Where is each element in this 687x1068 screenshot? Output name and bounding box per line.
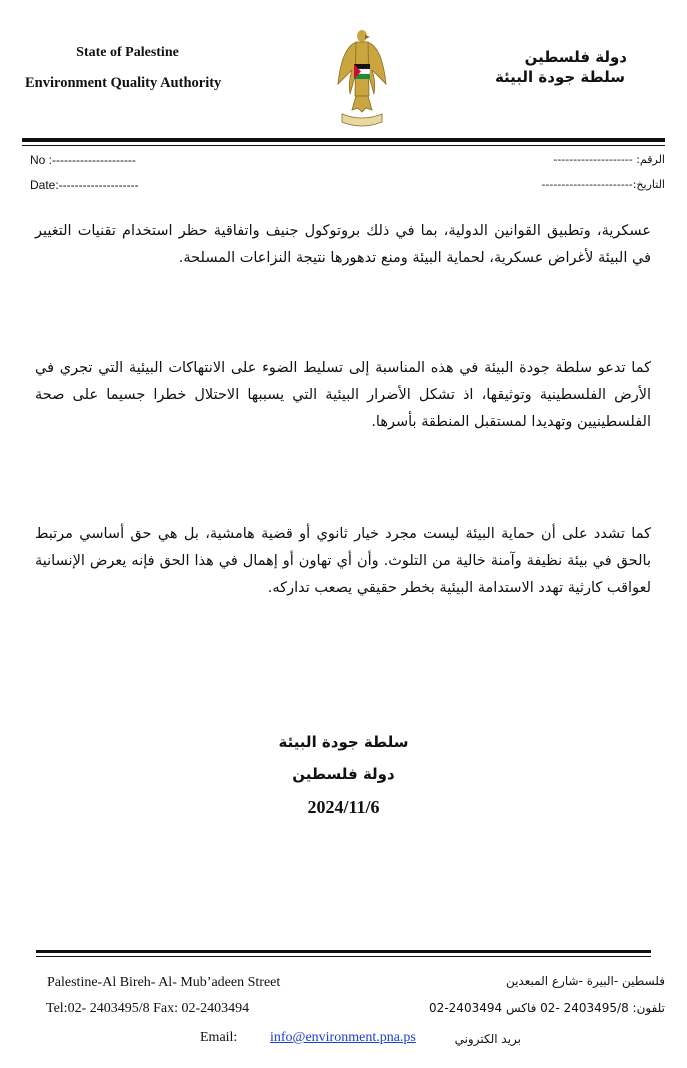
body-paragraph-3: كما تشدد على أن حماية البيئة ليست مجرد خيار ثانوي أو قضية هامشية، بل هي حق أساسي مرتبط بالحق في بيئة نظيفة وآمنة خالية من التلوث. وأن أي تهاون أو إهمال في هذا الحق فإنه يعرض الإنسانية لعواقب كارثية تهدد الاستدامة البيئية بخطر حقيقي يصعب تداركه. xyxy=(35,526,651,596)
footer-phone-en: Tel:02- 2403495/8 Fax: 02-2403494 xyxy=(46,1001,250,1016)
footer-address-ar: فلسطين -البيرة -شارع المبعدين xyxy=(505,974,665,988)
footer-address-en: Palestine-Al Bireh- Al- Mub’adeen Street xyxy=(47,975,281,990)
top-divider-thick xyxy=(22,138,665,142)
footer-phone-ar: تلفون: 2403495/8 -02 فاكس 2403494-02 xyxy=(429,1001,665,1015)
footer-email-label-ar: بريد الكتروني xyxy=(454,1032,521,1046)
header-en-authority: Environment Quality Authority xyxy=(25,75,222,91)
signature-authority: سلطة جودة البيئة xyxy=(278,733,409,751)
signature-date: 2024/11/6 xyxy=(307,797,380,817)
footer-email-link[interactable]: info@environment.pna.ps xyxy=(270,1030,416,1045)
body-paragraph-1: عسكرية، وتطبيق القوانين الدولية، بما في ذلك بروتوكول جنيف واتفاقية حظر استخدام تقنيات التغيير في البيئة لأغراض عسكرية، لحماية البيئة ومنع تدهورها نتيجة النزاعات المسلحة. xyxy=(35,223,651,266)
reference-number-field: No :--------------------- xyxy=(30,153,136,167)
bottom-divider-thin xyxy=(36,956,651,957)
top-divider-thin xyxy=(22,145,665,146)
signature-state: دولة فلسطين xyxy=(292,765,395,783)
date-field: Date:-------------------- xyxy=(30,178,139,192)
header-ar-authority: سلطة جودة البيئة xyxy=(494,68,625,86)
header-ar-state: دولة فلسطين xyxy=(524,48,627,66)
palestine-eagle-emblem-icon xyxy=(334,26,390,128)
header-en-state: State of Palestine xyxy=(76,45,179,60)
bottom-divider-thick xyxy=(36,950,651,953)
footer-email-label: Email: xyxy=(200,1030,238,1045)
body-paragraph-2: كما تدعو سلطة جودة البيئة في هذه المناسبة إلى تسليط الضوء على الانتهاكات البيئية التي تجري في الأرض الفلسطينية وتوثيقها، اذ تشكل الأضرار البيئية التي يسببها الاحتلال خطرا جسيما على صحة الفلسطينيين وتهديدا لمستقبل المنطقة بأسرها. xyxy=(35,360,651,430)
date-field-ar: التاريخ:----------------------- xyxy=(541,178,665,191)
reference-number-field-ar: الرقم: -------------------- xyxy=(553,153,665,166)
